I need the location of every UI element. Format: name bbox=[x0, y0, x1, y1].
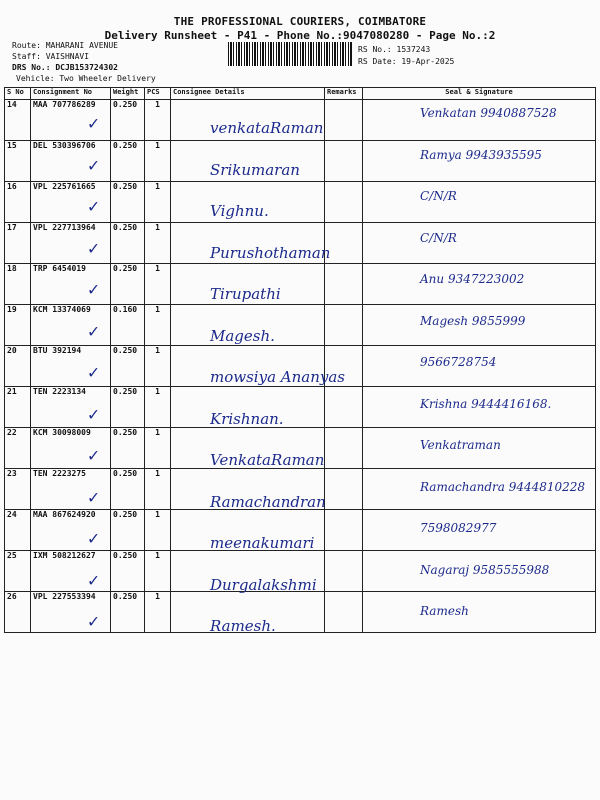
row-pcs: 1 bbox=[145, 551, 171, 592]
row-pcs: 1 bbox=[145, 141, 171, 182]
row-sno: 26 bbox=[5, 592, 31, 633]
vehicle-label: Vehicle: Two Wheeler Delivery bbox=[16, 74, 156, 83]
signature-handwriting: 9566728754 bbox=[420, 355, 497, 369]
row-sno: 17 bbox=[5, 223, 31, 264]
row-weight: 0.250 bbox=[111, 510, 145, 551]
row-pcs: 1 bbox=[145, 264, 171, 305]
drs-number: DRS No.: DCJB153724302 bbox=[12, 63, 118, 72]
row-sno: 20 bbox=[5, 346, 31, 387]
checkmark-icon: ✓ bbox=[88, 362, 99, 383]
checkmark-icon: ✓ bbox=[88, 445, 99, 466]
row-sno: 18 bbox=[5, 264, 31, 305]
row-weight: 0.250 bbox=[111, 346, 145, 387]
consignee-handwriting: meenakumari bbox=[210, 534, 315, 552]
row-weight: 0.250 bbox=[111, 264, 145, 305]
row-remarks bbox=[325, 387, 363, 428]
checkmark-icon: ✓ bbox=[88, 196, 99, 217]
checkmark-icon: ✓ bbox=[88, 154, 99, 176]
checkmark-icon: ✓ bbox=[88, 237, 99, 259]
row-sno: 22 bbox=[5, 428, 31, 469]
row-pcs: 1 bbox=[145, 428, 171, 469]
row-consignment-no: DEL 530396706 bbox=[31, 141, 111, 182]
consignee-handwriting: Srikumaran bbox=[210, 160, 300, 179]
row-pcs: 1 bbox=[145, 182, 171, 223]
checkmark-icon: ✓ bbox=[88, 611, 99, 632]
row-pcs: 1 bbox=[145, 223, 171, 264]
row-weight: 0.250 bbox=[111, 469, 145, 510]
col-pcs: PCS bbox=[145, 88, 171, 100]
row-weight: 0.250 bbox=[111, 141, 145, 182]
col-sno: S No bbox=[5, 88, 31, 100]
row-remarks bbox=[325, 100, 363, 141]
row-remarks bbox=[325, 551, 363, 592]
row-remarks bbox=[325, 264, 363, 305]
checkmark-icon: ✓ bbox=[88, 486, 99, 508]
row-consignment-no: VPL 227553394 bbox=[31, 592, 111, 633]
row-weight: 0.250 bbox=[111, 223, 145, 264]
checkmark-icon: ✓ bbox=[88, 528, 99, 549]
page-title: THE PROFESSIONAL COURIERS, COIMBATORE bbox=[173, 15, 427, 28]
row-sno: 23 bbox=[5, 469, 31, 510]
row-sno: 21 bbox=[5, 387, 31, 428]
row-remarks bbox=[325, 305, 363, 346]
row-remarks bbox=[325, 592, 363, 633]
staff-label: Staff: VAISHNAVI bbox=[12, 52, 90, 61]
col-weight: Weight bbox=[111, 88, 145, 100]
runsheet-subtitle: Delivery Runsheet - P41 - Phone No.:9047080280 - Page No.:2 bbox=[104, 29, 496, 42]
consignee-handwriting: Purushothaman bbox=[210, 243, 331, 262]
row-sno: 25 bbox=[5, 551, 31, 592]
rs-date: RS Date: 19-Apr-2025 bbox=[358, 57, 455, 66]
row-consignment-no: KCM 13374069 bbox=[31, 305, 111, 346]
row-remarks bbox=[325, 510, 363, 551]
col-signature: Seal & Signature bbox=[363, 88, 596, 100]
row-pcs: 1 bbox=[145, 346, 171, 387]
row-weight: 0.160 bbox=[111, 305, 145, 346]
checkmark-icon: ✓ bbox=[88, 279, 99, 300]
consignee-handwriting: Ramachandran bbox=[210, 492, 326, 511]
signature-handwriting: Anu 9347223002 bbox=[420, 272, 525, 286]
row-weight: 0.250 bbox=[111, 592, 145, 633]
row-consignment-no: TEN 2223134 bbox=[31, 387, 111, 428]
consignee-handwriting: venkataRaman bbox=[210, 119, 324, 137]
row-sno: 16 bbox=[5, 182, 31, 223]
row-remarks bbox=[325, 141, 363, 182]
signature-handwriting: 7598082977 bbox=[420, 521, 497, 535]
signature-handwriting: Krishna 9444416168. bbox=[420, 396, 552, 411]
consignee-handwriting: Vighnu. bbox=[210, 202, 269, 220]
checkmark-icon: ✓ bbox=[88, 403, 99, 425]
table-header-row bbox=[5, 88, 596, 100]
row-pcs: 1 bbox=[145, 305, 171, 346]
row-consignment-no: BTU 392194 bbox=[31, 346, 111, 387]
row-pcs: 1 bbox=[145, 469, 171, 510]
row-consignment-no: TRP 6454019 bbox=[31, 264, 111, 305]
col-remarks: Remarks bbox=[325, 88, 363, 100]
row-consignment-no: VPL 225761665 bbox=[31, 182, 111, 223]
checkmark-icon: ✓ bbox=[88, 320, 99, 342]
row-sno: 15 bbox=[5, 141, 31, 182]
signature-handwriting: Ramesh bbox=[420, 604, 469, 618]
row-weight: 0.250 bbox=[111, 428, 145, 469]
row-weight: 0.250 bbox=[111, 387, 145, 428]
row-weight: 0.250 bbox=[111, 182, 145, 223]
row-weight: 0.250 bbox=[111, 100, 145, 141]
row-pcs: 1 bbox=[145, 592, 171, 633]
row-pcs: 1 bbox=[145, 387, 171, 428]
row-pcs: 1 bbox=[145, 100, 171, 141]
signature-handwriting: Venkatraman bbox=[420, 438, 501, 452]
row-sno: 19 bbox=[5, 305, 31, 346]
row-consignment-no: VPL 227713964 bbox=[31, 223, 111, 264]
consignee-handwriting: Magesh. bbox=[210, 326, 275, 345]
signature-handwriting: Ramachandra 9444810228 bbox=[420, 479, 586, 494]
signature-handwriting: Nagaraj 9585555988 bbox=[420, 562, 550, 577]
route-label: Route: MAHARANI AVENUE bbox=[12, 41, 118, 50]
consignee-handwriting: Tirupathi bbox=[210, 285, 281, 303]
rs-number: RS No.: 1537243 bbox=[358, 45, 431, 54]
checkmark-icon: ✓ bbox=[88, 113, 99, 134]
row-pcs: 1 bbox=[145, 510, 171, 551]
row-remarks bbox=[325, 182, 363, 223]
row-remarks bbox=[325, 469, 363, 510]
row-consignment-no: KCM 30098009 bbox=[31, 428, 111, 469]
consignee-handwriting: VenkataRaman bbox=[210, 451, 325, 469]
signature-handwriting: Venkatan 9940887528 bbox=[420, 106, 557, 120]
signature-handwriting: Magesh 9855999 bbox=[420, 313, 526, 328]
row-sno: 14 bbox=[5, 100, 31, 141]
row-consignment-no: TEN 2223275 bbox=[31, 469, 111, 510]
row-weight: 0.250 bbox=[111, 551, 145, 592]
col-consignee: Consignee Details bbox=[171, 88, 325, 100]
signature-handwriting: C/N/R bbox=[420, 230, 457, 245]
checkmark-icon: ✓ bbox=[88, 569, 99, 591]
consignee-handwriting: Ramesh. bbox=[210, 617, 276, 635]
row-remarks bbox=[325, 428, 363, 469]
consignee-handwriting: Durgalakshmi bbox=[210, 575, 317, 594]
row-sno: 24 bbox=[5, 510, 31, 551]
consignee-handwriting: mowsiya Ananyas bbox=[210, 368, 345, 386]
signature-handwriting: Ramya 9943935595 bbox=[420, 147, 542, 162]
barcode bbox=[228, 42, 352, 66]
col-consignment: Consignment No bbox=[31, 88, 111, 100]
row-consignment-no: MAA 707786289 bbox=[31, 100, 111, 141]
consignee-handwriting: Krishnan. bbox=[210, 409, 284, 428]
signature-handwriting: C/N/R bbox=[420, 189, 457, 203]
row-consignment-no: MAA 867624920 bbox=[31, 510, 111, 551]
row-consignment-no: IXM 508212627 bbox=[31, 551, 111, 592]
